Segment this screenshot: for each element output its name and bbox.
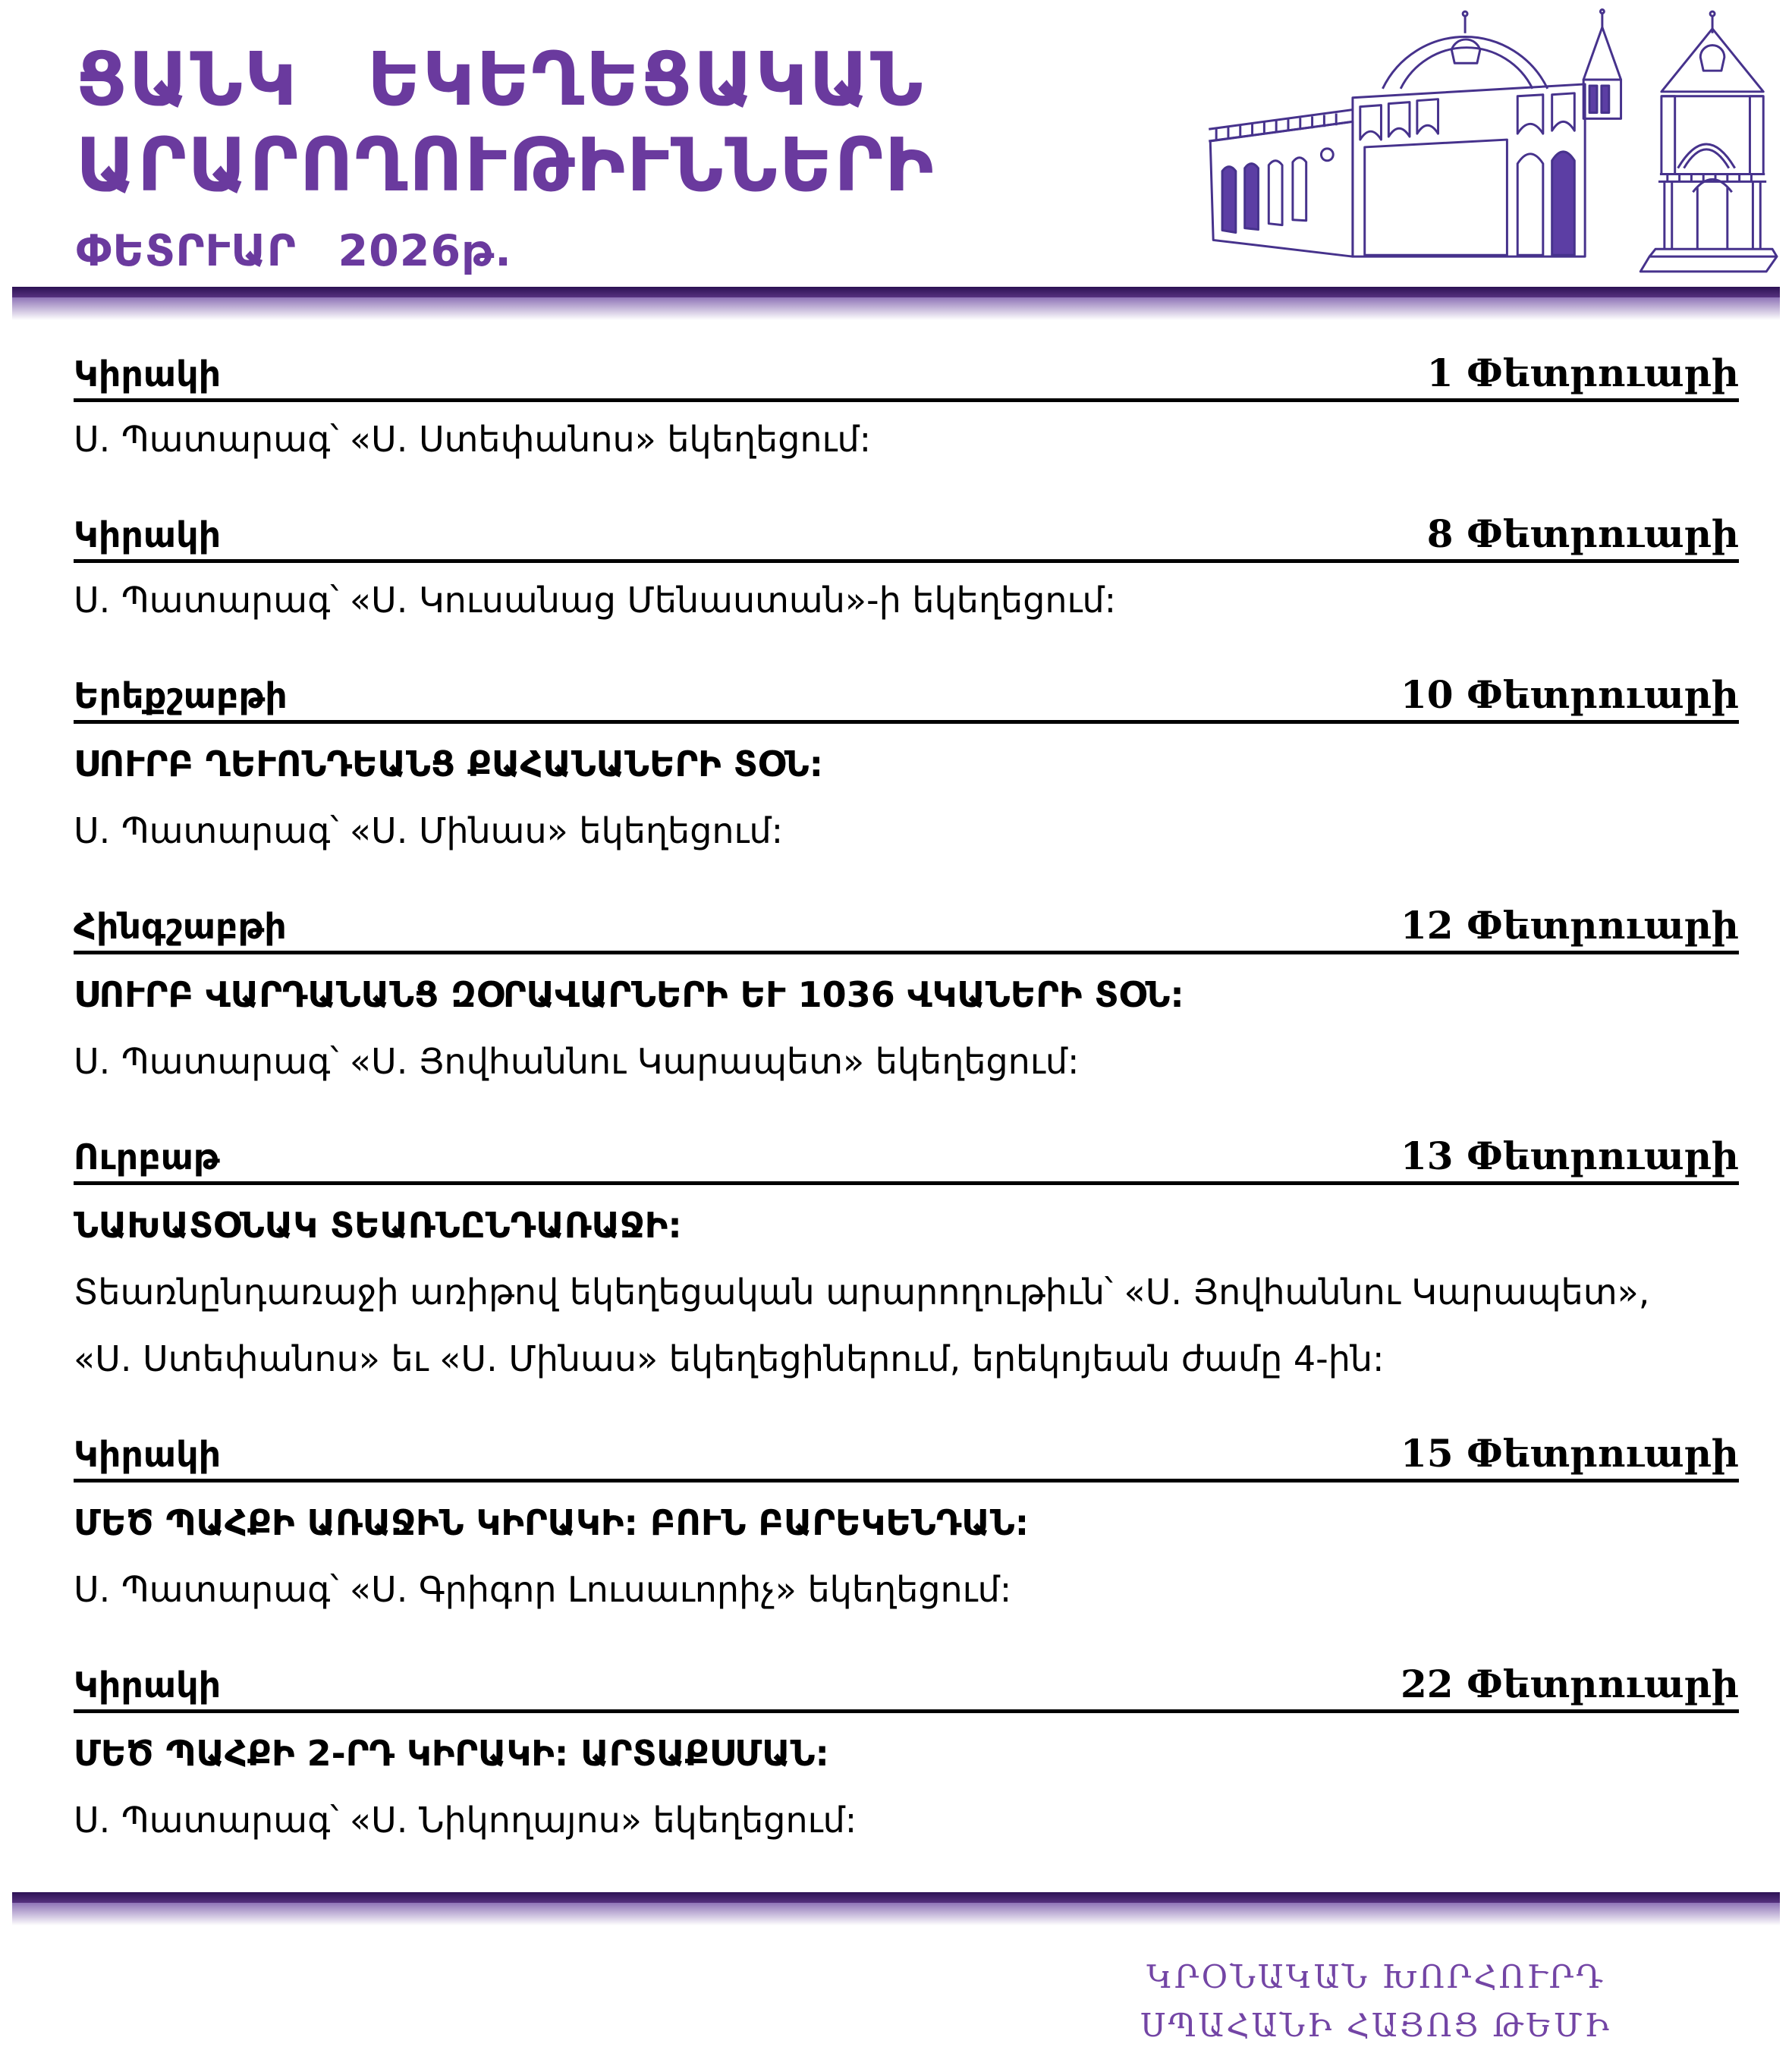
entry-day: Կիրակի	[74, 354, 222, 395]
entry-header	[74, 1431, 1739, 1482]
entry-date: 1 Փետրուարի	[1426, 351, 1739, 395]
entry-date: 10 Փետրուարի	[1400, 672, 1739, 717]
entry-body	[74, 1560, 1739, 1619]
page-subtitle-month: ՓԵՏՐՒԱՐ 2026թ.	[76, 226, 512, 276]
header-divider-bar	[12, 287, 1780, 297]
footer-signature	[1140, 1953, 1611, 2050]
header-divider-fade	[12, 297, 1780, 320]
schedule-entry	[74, 1662, 1739, 1850]
footer-divider-bar	[12, 1892, 1780, 1903]
schedule-entry	[74, 351, 1739, 469]
entry-day: Կիրակի	[74, 1434, 222, 1475]
schedule-entry	[74, 903, 1739, 1091]
entry-line: Ս. Պատարագ՝ «Ս. Նիկողայոս» եկեղեցում:	[74, 1800, 857, 1841]
entry-body	[74, 571, 1739, 630]
entry-date: 13 Փետրուարի	[1400, 1133, 1739, 1178]
page-title-line2: ԱՐԱՐՈՂՈՒԹԻՒՆՆԵՐԻ	[76, 122, 935, 208]
entry-day: Ուրբաթ	[74, 1137, 220, 1177]
entry-line: Ս. Պատարագ՝ «Ս. Մինաս» եկեղեցում:	[74, 810, 784, 851]
entry-line: Ս. Պատարագ՝ «Ս. Գրիգոր Լուսաւորիչ» եկեղեցում:	[74, 1569, 1012, 1610]
schedule-entry	[74, 511, 1739, 630]
entry-line: «Ս. Ստեփանոս» եւ «Ս. Մինաս» եկեղեցիներում, երեկոյեան ժամը 4-ին:	[74, 1338, 1385, 1379]
entry-date: 12 Փետրուարի	[1400, 903, 1739, 948]
entry-day: Հինգշաբթի	[74, 906, 287, 947]
page-title-line1: ՑԱՆԿ ԵԿԵՂԵՑԱԿԱՆ	[76, 36, 925, 122]
entry-body	[74, 1791, 1739, 1850]
footer-divider	[12, 1892, 1780, 1926]
entry-line: Տեառնընդառաջի առիթով եկեղեցական արարողութիւն՝ «Ս. Յովհաննու Կարապետ»,	[74, 1272, 1650, 1313]
entry-day: Կիրակի	[74, 1665, 222, 1706]
entry-line: Ս. Պատարագ՝ «Ս. Ստեփանոս» եկեղեցում:	[74, 419, 872, 460]
entry-header	[74, 672, 1739, 724]
schedule-list	[0, 320, 1792, 1850]
entry-body	[74, 1032, 1739, 1091]
footer-line2: ՍՊԱՀԱՆԻ ՀԱՅՈՑ ԹԵՄԻ	[1140, 2007, 1611, 2044]
entry-header	[74, 903, 1739, 954]
entry-feast-title: ՄԵԾ ՊԱՀՔԻ ԱՌԱՋԻՆ ԿԻՐԱԿԻ: ԲՈՒՆ ԲԱՐԵԿԵՆԴԱՆ:	[74, 1502, 1030, 1543]
entry-feast-title: ՍՈՒՐԲ ՎԱՐԴԱՆԱՆՑ ԶՕՐԱՎԱՐՆԵՐԻ ԵՒ 1036 ՎԿԱՆԵՐԻ ՏՕՆ:	[74, 974, 1184, 1015]
entry-day: Երեքշաբթի	[74, 675, 288, 716]
schedule-entry	[74, 1431, 1739, 1619]
vank-cathedral-icon	[1164, 6, 1778, 279]
entry-header	[74, 511, 1739, 563]
page-header	[0, 0, 1792, 287]
entry-header	[74, 1662, 1739, 1713]
entry-line: Ս. Պատարագ՝ «Ս. Կուսանաց Մենաստան»-ի եկեղեցում:	[74, 580, 1117, 621]
footer-line1: ԿՐՕՆԱԿԱՆ ԽՈՐՀՈՒՐԴ	[1146, 1958, 1605, 1995]
entry-feast-title: ՆԱԽԱՏՕՆԱԿ ՏԵԱՌՆԸՆԴԱՌԱՋԻ:	[74, 1205, 682, 1246]
entry-date: 8 Փետրուարի	[1426, 511, 1739, 556]
schedule-entry	[74, 672, 1739, 860]
entry-date: 15 Փետրուարի	[1400, 1431, 1739, 1476]
entry-body	[74, 410, 1739, 469]
entry-line: Ս. Պատարագ՝ «Ս. Յովհաննու Կարապետ» եկեղեցում:	[74, 1041, 1080, 1082]
entry-header	[74, 1133, 1739, 1185]
entry-header	[74, 351, 1739, 402]
entry-body	[74, 801, 1739, 860]
entry-body	[74, 1262, 1739, 1388]
schedule-entry	[74, 1133, 1739, 1388]
entry-feast-title: ՍՈՒՐԲ ՂԵՒՈՆԴԵԱՆՑ ՔԱՀԱՆԱՆԵՐԻ ՏՕՆ:	[74, 744, 824, 784]
entry-day: Կիրակի	[74, 514, 222, 555]
title-block	[76, 36, 935, 276]
entry-date: 22 Փետրուարի	[1400, 1662, 1739, 1706]
footer-divider-fade	[12, 1903, 1780, 1926]
header-divider	[12, 287, 1780, 320]
entry-feast-title: ՄԵԾ ՊԱՀՔԻ 2-ՐԴ ԿԻՐԱԿԻ: ԱՐՏԱՔՍՄԱՆ:	[74, 1733, 829, 1774]
